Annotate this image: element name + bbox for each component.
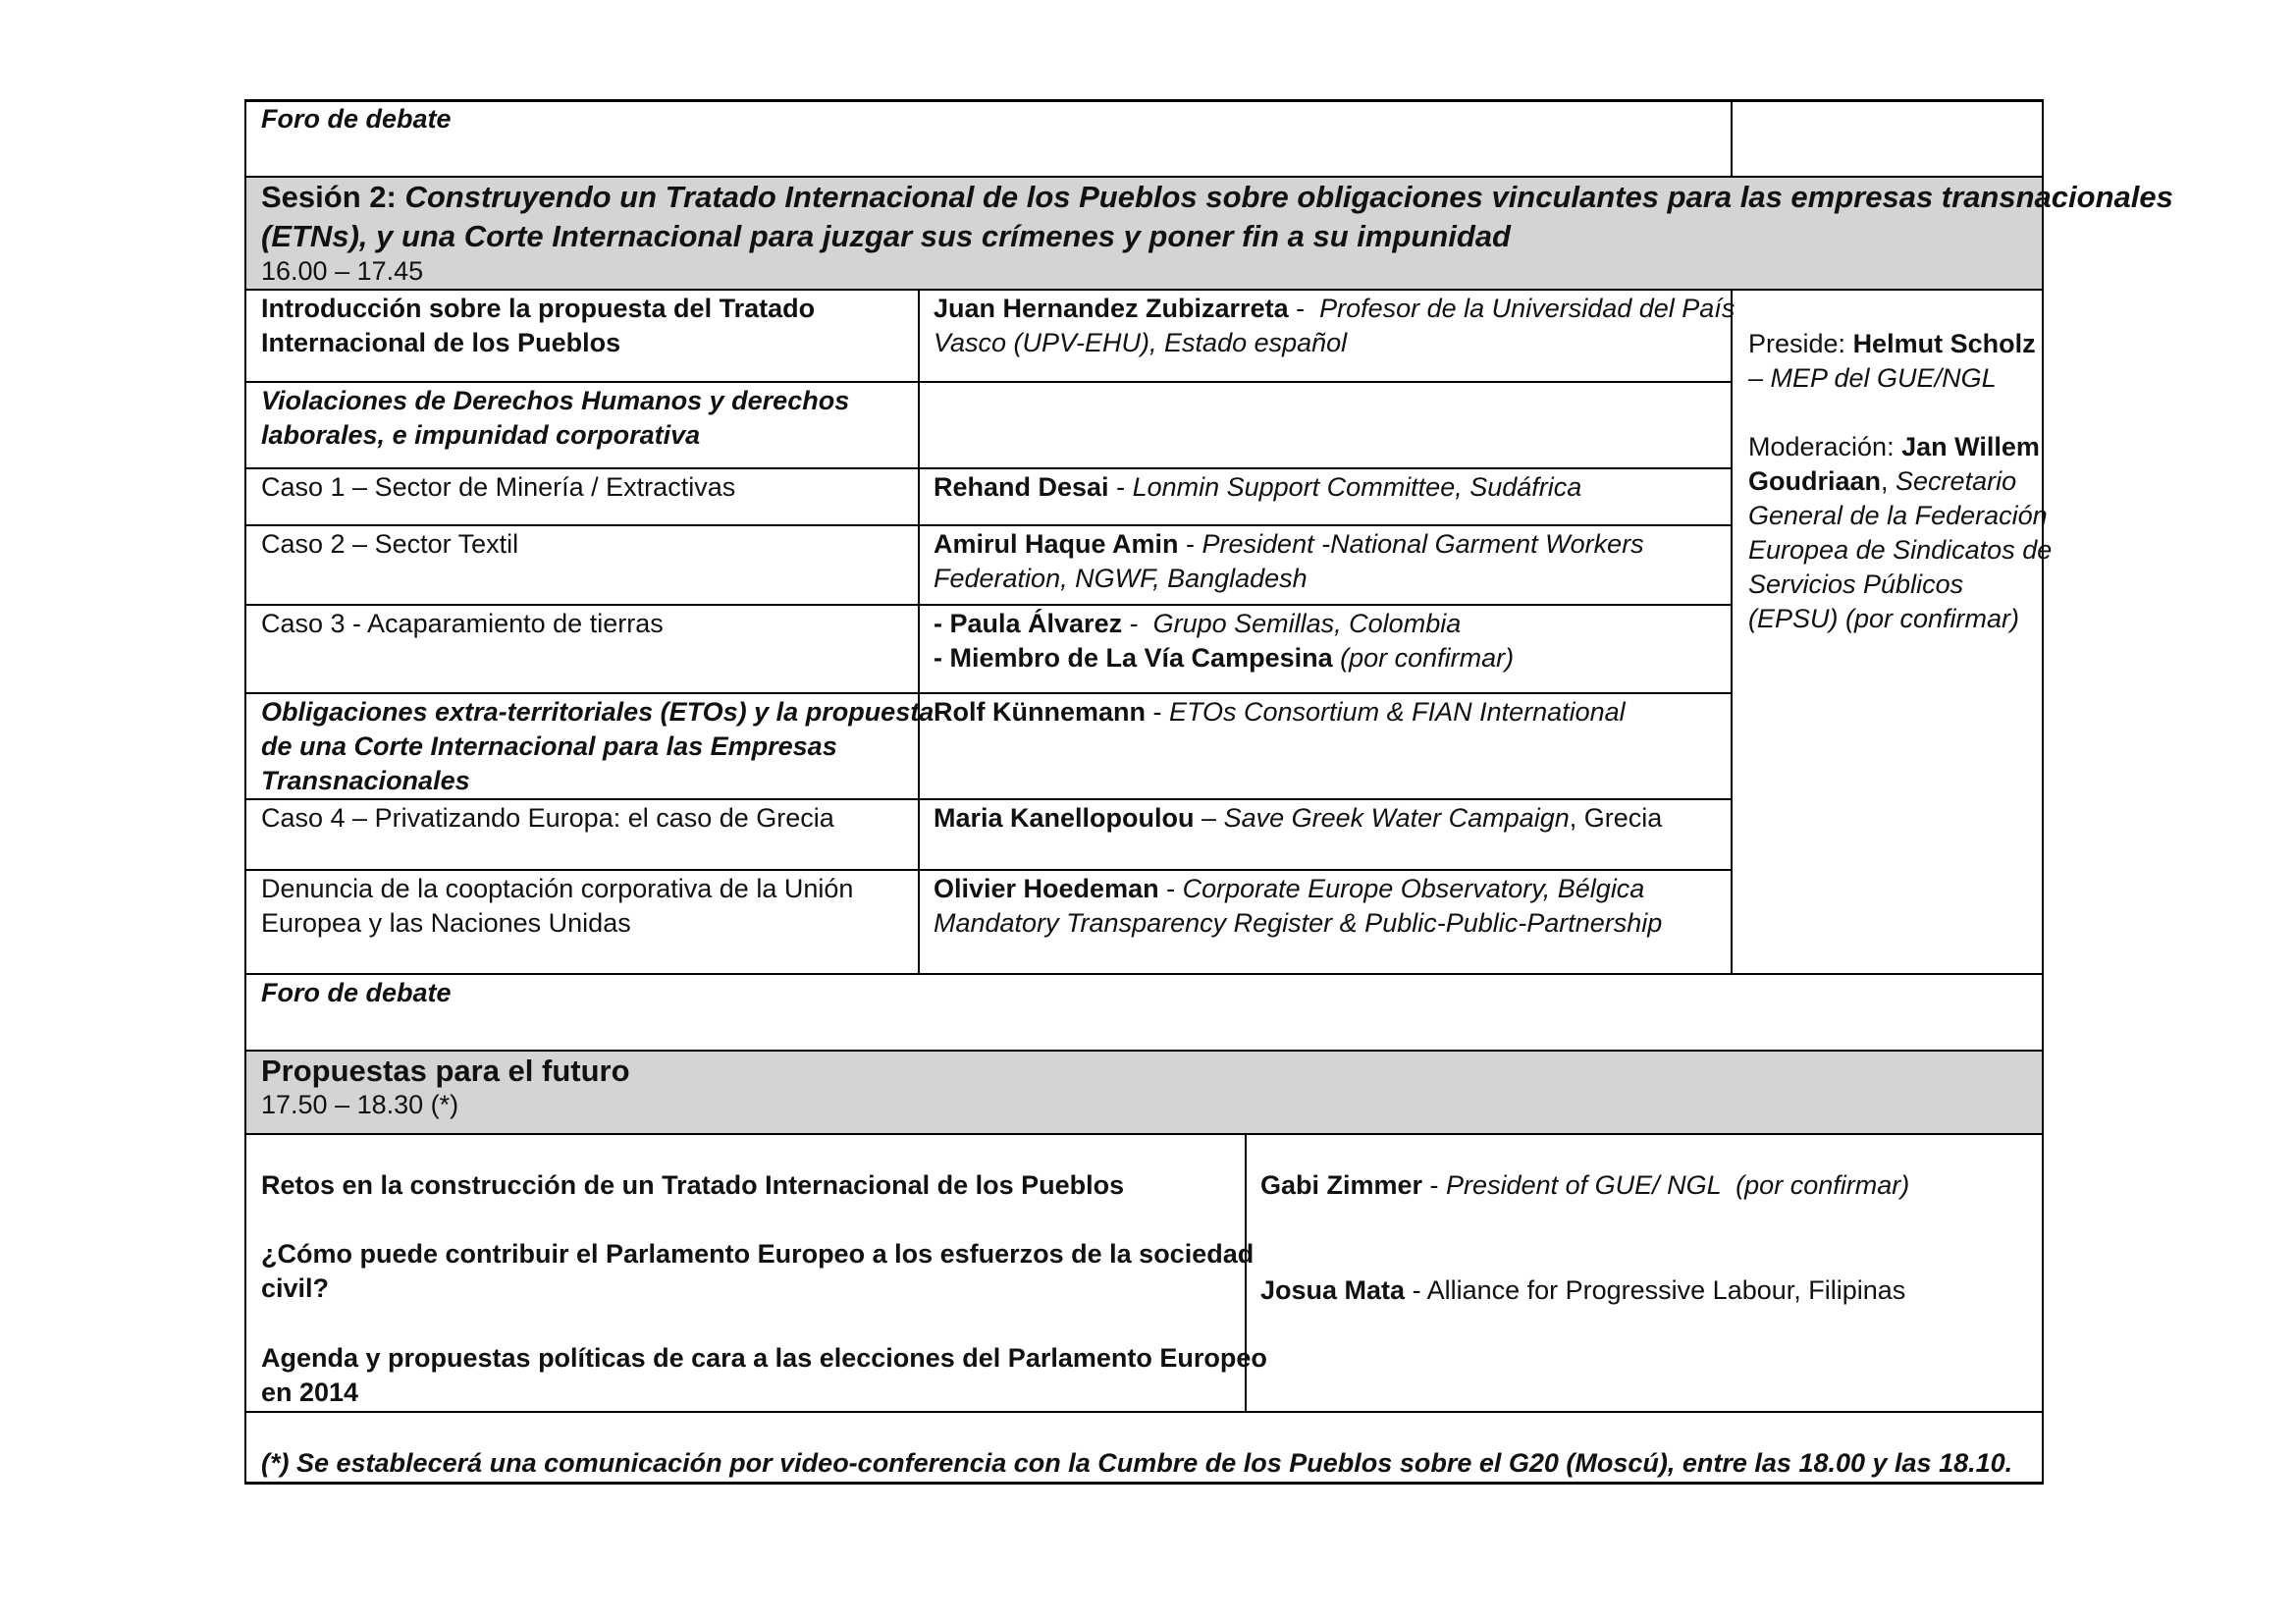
footnote: (*) Se establecerá una comunicación por video-conferencia con la Cumbre de los Pueblos sobre el G20 (Moscú), entre las 18.00 y las 18.10. bbox=[261, 1448, 2013, 1478]
moderation-role-line: Europea de Sindicatos de bbox=[1748, 535, 2053, 565]
topic-line: Internacional de los Pueblos bbox=[261, 328, 621, 357]
topic-case3: Caso 3 - Acaparamiento de tierras bbox=[261, 609, 664, 638]
speaker-intro bbox=[934, 292, 1735, 360]
speaker-etos bbox=[934, 695, 1626, 730]
moderation-comma: , bbox=[1881, 466, 1896, 496]
speaker-name: Maria Kanellopoulou bbox=[934, 803, 1195, 833]
topic-line: Europea y las Naciones Unidas bbox=[261, 908, 631, 938]
speaker-name: Rolf Künnemann bbox=[934, 697, 1146, 727]
moderation-role-line: Servicios Públicos bbox=[1748, 569, 1964, 599]
topic-line: laborales, e impunidad corporativa bbox=[261, 420, 701, 450]
topic-intro bbox=[261, 292, 815, 360]
question-line: Agenda y propuestas políticas de cara a las elecciones del Parlamento Europeo bbox=[261, 1343, 1267, 1373]
speaker-name: Olivier Hoedeman bbox=[934, 874, 1159, 903]
topic-violations bbox=[261, 384, 849, 453]
question-line: civil? bbox=[261, 1273, 330, 1303]
future-time: 17.50 – 18.30 (*) bbox=[261, 1090, 459, 1119]
speaker-separator: - bbox=[1146, 697, 1169, 727]
session2-prefix: Sesión 2: bbox=[261, 180, 397, 214]
session2-title-line1: Construyendo un Tratado Internacional de los Pueblos sobre obligaciones vinculantes para las empresas transnacionales bbox=[404, 180, 2173, 214]
forum-label: Foro de debate bbox=[261, 104, 452, 134]
speaker-separator: - bbox=[1122, 609, 1153, 638]
question-line: ¿Cómo puede contribuir el Parlamento Europeo a los esfuerzos de la sociedad bbox=[261, 1239, 1255, 1269]
speaker-cooptation bbox=[934, 872, 1662, 941]
speaker-role: Corporate Europe Observatory, Bélgica bbox=[1182, 874, 1645, 903]
question-line: en 2014 bbox=[261, 1378, 359, 1407]
speaker-role: Lonmin Support Committee, Sudáfrica bbox=[1132, 472, 1582, 502]
preside-role: – MEP del GUE/NGL bbox=[1748, 363, 1997, 393]
moderation-name-line2: Goudriaan bbox=[1748, 466, 1882, 496]
speaker-separator: - bbox=[1158, 874, 1183, 903]
moderation-role-line: General de la Federación bbox=[1748, 501, 2048, 530]
speaker-role-line2: Vasco (UPV-EHU), Estado español bbox=[934, 328, 1348, 357]
topic-line: Transnacionales bbox=[261, 766, 470, 795]
future-question-2 bbox=[261, 1237, 1254, 1306]
speaker-role: - Alliance for Progressive Labour, Filipinas bbox=[1405, 1275, 1906, 1305]
speaker-country: , Grecia bbox=[1569, 803, 1663, 833]
future-question-1: Retos en la construcción de un Tratado Internacional de los Pueblos bbox=[261, 1170, 1125, 1200]
session2-title bbox=[261, 178, 2173, 256]
speaker-separator: – bbox=[1194, 803, 1224, 833]
speaker-name: - Miembro de La Vía Campesina bbox=[934, 643, 1333, 673]
topic-case2: Caso 2 – Sector Textil bbox=[261, 529, 519, 559]
future-speaker-1 bbox=[1260, 1168, 1909, 1203]
speaker-role: Profesor de la Universidad del País bbox=[1319, 294, 1735, 323]
speaker-name: Amirul Haque Amin bbox=[934, 529, 1179, 559]
topic-case1: Caso 1 – Sector de Minería / Extractivas bbox=[261, 472, 736, 502]
future-speaker-2 bbox=[1260, 1273, 1905, 1308]
speaker-case4 bbox=[934, 801, 1662, 836]
speaker-role: ETOs Consortium & FIAN International bbox=[1169, 697, 1626, 727]
moderation-label: Moderación: bbox=[1748, 432, 1902, 461]
topic-line: Violaciones de Derechos Humanos y derechos bbox=[261, 386, 850, 415]
speaker-role: President -National Garment Workers bbox=[1201, 529, 1644, 559]
chair-block bbox=[1748, 327, 2052, 636]
session2-title-line2: (ETNs), y una Corte Internacional para juzgar sus crímenes y poner fin a su impunidad bbox=[261, 219, 1511, 253]
moderation-role: Secretario bbox=[1896, 466, 2017, 496]
speaker-case2 bbox=[934, 527, 1644, 596]
speaker-separator: - bbox=[1422, 1170, 1447, 1200]
speaker-case3 bbox=[934, 607, 1514, 676]
future-title: Propuestas para el futuro bbox=[261, 1054, 630, 1088]
moderation-role-line: (EPSU) (por confirmar) bbox=[1748, 604, 2020, 633]
speaker-name: Juan Hernandez Zubizarreta bbox=[934, 294, 1289, 323]
speaker-name: Josua Mata bbox=[1260, 1275, 1406, 1305]
speaker-role: President of GUE/ NGL (por confirmar) bbox=[1446, 1170, 1910, 1200]
speaker-name: - Paula Álvarez bbox=[934, 609, 1123, 638]
preside-label: Preside: bbox=[1748, 329, 1853, 358]
speaker-role: Save Greek Water Campaign bbox=[1223, 803, 1570, 833]
speaker-case1 bbox=[934, 470, 1581, 505]
speaker-role-line2: Federation, NGWF, Bangladesh bbox=[934, 564, 1308, 593]
speaker-role: Grupo Semillas, Colombia bbox=[1152, 609, 1462, 638]
moderation-name: Jan Willem bbox=[1901, 432, 2040, 461]
topic-case4: Caso 4 – Privatizando Europa: el caso de Grecia bbox=[261, 803, 834, 833]
speaker-name: Rehand Desai bbox=[934, 472, 1109, 502]
topic-line: de una Corte Internacional para las Empresas bbox=[261, 731, 837, 761]
topic-cooptation bbox=[261, 872, 853, 941]
speaker-separator: - bbox=[1288, 294, 1320, 323]
speaker-role: (por confirmar) bbox=[1332, 643, 1515, 673]
topic-line: Introducción sobre la propuesta del Tratado bbox=[261, 294, 816, 323]
preside-name: Helmut Scholz bbox=[1852, 329, 2036, 358]
session2-time: 16.00 – 17.45 bbox=[261, 256, 424, 286]
speaker-role-line2: Mandatory Transparency Register & Public-Public-Partnership bbox=[934, 908, 1663, 938]
topic-line: Denuncia de la cooptación corporativa de la Unión bbox=[261, 874, 854, 903]
topic-line: Obligaciones extra-territoriales (ETOs) y la propuesta bbox=[261, 697, 934, 727]
future-question-3 bbox=[261, 1341, 1267, 1410]
speaker-name: Gabi Zimmer bbox=[1260, 1170, 1423, 1200]
forum-label: Foro de debate bbox=[261, 978, 452, 1007]
speaker-separator: - bbox=[1108, 472, 1133, 502]
speaker-separator: - bbox=[1178, 529, 1202, 559]
topic-etos bbox=[261, 695, 934, 798]
